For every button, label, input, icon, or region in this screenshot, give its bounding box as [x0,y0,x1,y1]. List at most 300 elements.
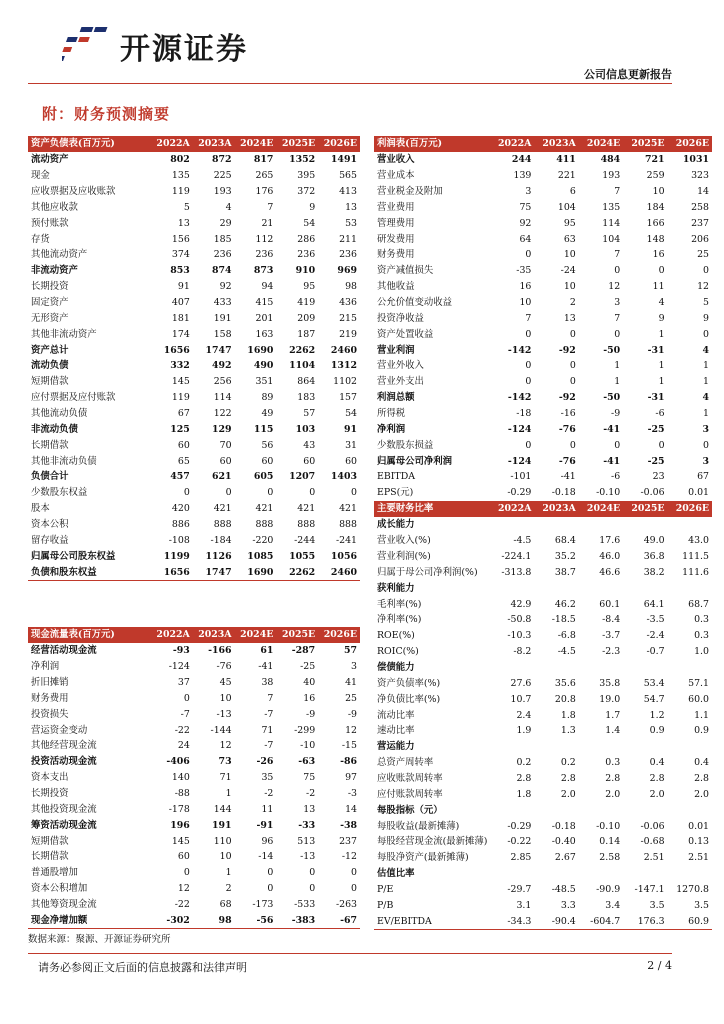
value-cell: 2.85 [510,852,532,864]
value-cell: 1312 [330,360,357,372]
value-cell: 1 [225,867,232,879]
value-cell [534,802,578,818]
value-cell: 605 [253,471,274,483]
value-cell: 1031 [682,154,709,166]
value-cell: -9 [347,708,357,720]
value-cell: 457 [170,471,190,483]
value-cell: -108 [168,534,190,546]
value-cell: 185 [213,233,232,245]
row-label: EV/EBITDA [374,913,490,929]
value-cell: 872 [212,154,232,166]
income-statement-table [374,136,712,502]
year-header-cell: 2022A [151,136,193,152]
value-cell: 114 [602,217,621,229]
value-cell: 0 [614,265,621,277]
value-cell: -263 [335,899,357,911]
row-label: 研发费用 [377,233,415,245]
value-cell: -90.4 [534,913,578,929]
value-cell: 436 [339,297,357,309]
value-cell: 135 [171,170,190,182]
value-cell: -533 [294,899,316,911]
table-row [374,406,712,422]
value-cell: -2.4 [646,630,665,642]
table-row [28,152,360,168]
value-cell: 7 [525,312,532,324]
value-cell: 0.9 [649,725,665,737]
row-label: 少数股东权益 [31,487,88,499]
value-cell: 0 [525,249,532,261]
value-cell [623,802,667,818]
table-row [374,786,712,802]
value-cell: 91 [177,281,190,293]
value-cell: 12 [345,724,357,736]
row-label: EBITDA [377,471,415,483]
value-cell: 57 [343,645,357,657]
row-label: 留存收益 [31,534,69,546]
value-cell: 10 [563,249,576,261]
value-cell: 114 [213,392,232,404]
row-label: 财务费用 [377,249,415,261]
value-cell: -6 [611,471,621,483]
value-cell: 2.0 [605,788,621,800]
value-cell: 1.7 [605,709,621,721]
table-row [374,421,712,437]
value-cell: 193 [602,170,621,182]
row-label: 现金净增加额 [28,912,151,928]
value-cell: 1 [703,408,709,420]
value-cell [579,802,623,818]
table-row [28,786,360,802]
value-cell [668,866,712,882]
value-cell: 886 [171,519,190,531]
value-cell: -26 [256,756,274,768]
value-cell: 60.1 [599,598,621,610]
value-cell: 0 [614,328,621,340]
row-label: 每股收益(最新摊薄) [377,820,460,832]
year-header-cell: 2024E [579,136,623,152]
value-cell: -184 [210,534,232,546]
value-cell: 1 [658,328,665,340]
row-label: 其他收益 [377,281,415,293]
value-cell: 54 [303,217,316,229]
value-cell: -287 [291,645,316,657]
value-cell: 888 [339,519,357,531]
year-header-cell: 2023A [534,501,578,517]
value-cell: 112 [255,233,274,245]
value-cell [579,517,623,533]
value-cell: 3 [702,455,709,467]
table-row [28,310,360,326]
value-cell: 49.0 [643,535,665,547]
value-cell: 156 [171,233,190,245]
table-row [28,406,360,422]
value-cell: 193 [213,186,232,197]
value-cell: 10 [519,297,532,309]
value-cell: -10 [300,740,316,752]
year-header-cell: 2025E [623,501,667,517]
value-cell: 0.4 [649,757,665,769]
value-cell: -3.5 [646,614,665,626]
row-label: 折旧摊销 [31,677,69,688]
table-row [374,755,712,771]
value-cell: -41 [258,661,274,673]
balance-sheet-table [28,136,360,581]
table-row [374,580,712,596]
value-cell: 10 [563,281,576,293]
value-cell: 64 [519,233,532,245]
table-row [374,739,712,755]
value-cell: -0.7 [646,646,665,658]
value-cell: 1747 [193,564,235,580]
value-cell: 36.8 [643,551,665,562]
value-cell: 46.0 [599,551,621,562]
value-cell: -76 [558,455,576,467]
value-cell: 75 [519,201,532,213]
table-row [374,199,712,215]
value-cell: 16 [303,692,316,704]
value-cell [490,802,534,818]
row-label: 营业成本 [377,170,415,182]
value-cell: 1 [225,788,232,800]
value-cell: 0.3 [694,630,709,642]
value-cell: -50.8 [507,614,532,626]
value-cell: 3.5 [694,899,709,911]
value-cell: 1491 [330,154,357,166]
row-label: 速动比率 [377,725,415,737]
value-cell: 91 [343,423,357,435]
value-cell: 721 [644,154,665,166]
value-cell: 119 [171,392,190,404]
value-cell: 256 [213,376,232,388]
value-cell: -76 [558,423,576,435]
value-cell: 13 [345,201,357,213]
value-cell: -50 [603,344,621,356]
row-label: 流动负债 [31,360,69,372]
table-row [28,374,360,390]
value-cell: 46.2 [554,598,576,610]
value-cell: 0 [309,867,316,879]
value-cell: 1270.8 [676,884,709,896]
value-cell: 3.3 [560,899,576,911]
value-cell: 35 [261,772,274,784]
value-cell: 9 [658,312,665,324]
table-row [374,675,712,691]
value-cell: -18.5 [551,614,576,626]
year-header-cell: 2026E [318,627,360,643]
value-cell: 0 [183,867,190,879]
row-label: 营业税金及附加 [377,186,443,197]
table-row [374,437,712,453]
value-cell: 0 [614,439,621,451]
value-cell: 2 [225,883,232,895]
value-cell: -2 [264,788,274,800]
value-cell: 420 [171,503,190,515]
value-cell: 3 [614,297,621,309]
value-cell: -6.8 [557,630,576,642]
value-cell: 864 [297,376,316,388]
value-cell: -0.10 [596,820,621,832]
row-label: 预付账款 [31,217,69,229]
value-cell: 1.8 [516,788,532,800]
value-cell: 54 [345,408,357,420]
value-cell: -86 [340,756,357,768]
value-cell: 2.8 [560,773,576,785]
table-title-cell: 资产负债表(百万元) [28,136,151,152]
row-label: 估值比率 [377,868,415,880]
value-cell: 0 [267,867,274,879]
value-cell: 3.4 [605,899,621,911]
value-cell: 1207 [289,471,316,483]
row-label: 无形资产 [31,312,69,324]
value-cell: 38.7 [554,566,576,578]
table-row [374,866,712,882]
row-label: 成长能力 [377,519,415,531]
value-cell: -76 [216,661,232,673]
value-cell: 1102 [333,376,357,388]
value-cell: 40 [303,677,316,688]
table-row [28,469,360,485]
year-header-cell: 2024E [579,501,623,517]
table-row [28,421,360,437]
value-cell: 6 [569,186,576,197]
table-row [374,263,712,279]
value-cell: 119 [171,186,190,197]
value-cell: 1126 [205,550,232,562]
value-cell: 0 [309,487,316,499]
table-row [28,722,360,738]
value-cell: -0.18 [551,820,576,832]
value-cell [534,660,578,676]
value-cell: -8.2 [513,646,532,658]
row-label: 所得税 [377,408,406,420]
value-cell: 802 [170,154,190,166]
row-label: 资本公积 [31,519,69,531]
table-row [28,279,360,295]
table-row [374,517,712,533]
row-label: 非流动负债 [31,423,78,435]
row-label: 长期借款 [31,439,69,451]
value-cell: 60 [177,851,190,863]
value-cell: -24 [560,265,576,277]
row-label: 负债合计 [31,471,69,483]
value-cell: 874 [212,265,232,277]
value-cell: 2 [569,297,576,309]
value-cell: 2.8 [649,773,665,785]
row-label: 长期借款 [31,851,69,863]
value-cell: 41 [345,677,357,688]
value-cell: 60 [303,455,316,467]
year-header-cell: 2025E [623,136,667,152]
value-cell: 1656 [163,344,190,356]
value-cell: 17.6 [599,535,621,547]
value-cell: -142 [507,344,532,356]
row-label: 应付票据及应付账款 [31,392,116,404]
value-cell: 95 [563,217,576,229]
row-label: 营业收入 [377,154,415,166]
value-cell: 11 [652,281,665,293]
value-cell [668,739,712,755]
header-divider [28,83,672,84]
year-header-cell: 2026E [318,136,360,152]
value-cell: -25 [647,455,665,467]
report-type: 公司信息更新报告 [584,68,672,81]
table-row [28,358,360,374]
section-title: 附：财务预测摘要 [42,105,171,123]
value-cell: 68.4 [554,535,576,547]
value-cell: 2.51 [688,852,709,864]
value-cell: -173 [252,899,274,911]
value-cell: 265 [255,170,274,182]
value-cell: 89 [261,392,274,404]
value-cell: -48.5 [551,884,576,896]
table-row [374,644,712,660]
value-cell: -22 [174,724,190,736]
value-cell: -220 [252,534,274,546]
row-label: P/E [377,884,394,896]
value-cell: 187 [297,328,316,340]
value-cell: -313.8 [501,566,532,578]
row-label: P/B [377,899,394,911]
value-cell: -101 [510,471,532,483]
table-row [374,897,712,913]
row-label: 筹资活动现金流 [31,819,97,831]
value-cell: -124 [168,661,190,673]
value-cell: 98 [193,912,235,928]
value-cell [579,739,623,755]
value-cell: 1 [703,376,709,388]
value-cell: 225 [213,170,232,182]
value-cell: 191 [212,819,232,831]
value-cell: 0.01 [668,485,712,501]
value-cell: 95 [303,281,316,293]
row-label: 获利能力 [377,582,415,594]
value-cell: 2460 [318,564,360,580]
table-row [374,850,712,866]
value-cell: -6 [655,408,665,420]
value-cell: 67 [177,408,190,420]
row-label: 应付账款周转率 [377,788,443,800]
value-cell [534,739,578,755]
value-cell: 0 [267,883,274,895]
value-cell [534,517,578,533]
value-cell: 888 [297,519,316,531]
value-cell: 2460 [330,344,357,356]
value-cell: 433 [213,297,232,309]
value-cell: 0 [525,360,532,372]
value-cell: 221 [557,170,576,182]
value-cell: -124 [507,423,532,435]
value-cell: 43.0 [688,535,709,547]
value-cell: -92 [558,344,576,356]
year-header-cell: 2026E [668,136,712,152]
table-row [374,184,712,200]
table-row [28,247,360,263]
value-cell: 0 [351,487,357,499]
value-cell: 25 [345,692,357,704]
table-row [28,564,360,580]
value-cell: 70 [219,439,232,451]
row-label: 资产减值损失 [377,265,434,277]
value-cell: 215 [339,312,357,324]
value-cell: 104 [602,233,621,245]
value-cell: -41 [560,471,576,483]
table-row [374,723,712,739]
row-label: 营运能力 [377,741,415,753]
value-cell: 1085 [247,550,274,562]
table-row [28,437,360,453]
row-label: 净利润 [377,423,406,435]
value-cell: 3 [525,186,532,197]
table-row [28,738,360,754]
value-cell: -0.29 [490,485,534,501]
value-cell: -13 [300,851,316,863]
value-cell: -22 [174,899,190,911]
value-cell: -41 [603,455,621,467]
row-label: 其他流动资产 [31,249,88,261]
value-cell: -25 [647,423,665,435]
value-cell: 1.8 [560,709,576,721]
value-cell: 4 [702,344,709,356]
value-cell: 60 [345,455,357,467]
value-cell: 7 [267,201,274,213]
value-cell: 140 [171,772,190,784]
table-row [28,801,360,817]
value-cell: 1.0 [694,646,709,658]
value-cell: 53.4 [643,677,665,689]
value-cell: 910 [295,265,316,277]
value-cell: 3.1 [516,899,532,911]
value-cell [579,866,623,882]
value-cell: -92 [558,392,576,404]
row-label: 其他经营现金流 [31,740,97,752]
value-cell: 565 [339,170,357,182]
value-cell: 9 [309,201,316,213]
value-cell: 157 [339,392,357,404]
value-cell: 68.7 [688,598,709,610]
value-cell: -8.4 [602,614,621,626]
row-label: 流动资产 [31,154,69,166]
value-cell: 98 [345,281,357,293]
value-cell: 9 [703,312,709,324]
table-row [374,564,712,580]
table-row [374,660,712,676]
value-cell [579,660,623,676]
value-cell: 2262 [289,344,316,356]
value-cell: 0 [658,439,665,451]
value-cell [623,739,667,755]
value-cell: 23 [652,471,665,483]
value-cell: 71 [261,724,274,736]
value-cell: 0 [525,376,532,388]
row-label: 存货 [31,233,50,245]
value-cell: 60 [177,439,190,451]
value-cell: 0 [525,328,532,340]
value-cell: 332 [170,360,190,372]
value-cell: 94 [261,281,274,293]
row-label: 资本公积增加 [31,883,88,895]
value-cell: 53 [345,217,357,229]
value-cell: 1.1 [694,709,709,721]
value-cell: 2.8 [605,773,621,785]
value-cell [623,580,667,596]
table-row [374,152,712,168]
value-cell: 158 [213,328,232,340]
value-cell: 145 [171,835,190,847]
row-label: 营业利润(%) [377,551,431,562]
table-row [374,533,712,549]
table-row [374,295,712,311]
value-cell: 38.2 [643,566,665,578]
